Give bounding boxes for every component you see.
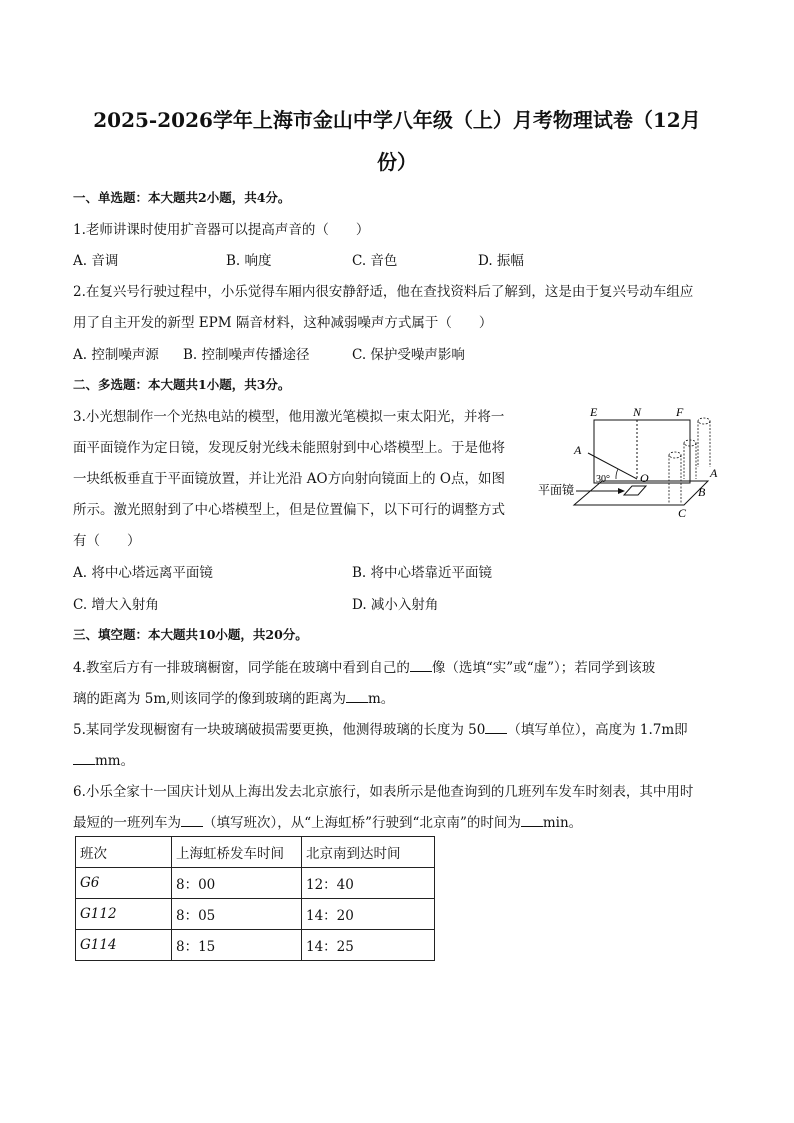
q4-text-1a: 4.教室后方有一排玻璃橱窗，同学能在玻璃中看到自己的 <box>73 660 410 676</box>
q4-text-2b: m。 <box>367 691 395 707</box>
table-cell: 8：00 <box>172 868 302 899</box>
q4-text-1b: 像（选填“实”或“虚”）；若同学到该玻 <box>431 660 656 676</box>
q4-blank-2[interactable] <box>346 690 368 703</box>
page-title-continued: 份） <box>377 150 417 174</box>
table-row <box>76 899 435 930</box>
figure-label-o: O <box>640 471 649 485</box>
table-header-cell: 上海虹桥发车时间 <box>172 837 302 868</box>
table-cell: 14：25 <box>302 930 435 961</box>
q2-option-c: C. 保护受噪声影响 <box>352 347 465 363</box>
question-3-line-4: 所示。激光照射到了中心塔模型上，但是位置偏下，以下可行的调整方式 <box>73 502 505 518</box>
table-cell: 8：15 <box>172 930 302 961</box>
figure-label-plane-mirror: 平面镜 <box>538 483 575 497</box>
q5-text-2b: mm。 <box>95 753 135 769</box>
q3-option-d: D. 减小入射角 <box>352 597 439 613</box>
q2-option-b: B. 控制噪声传播途径 <box>183 347 310 363</box>
figure-label-a: A <box>574 443 582 457</box>
question-6-line-1: 6.小乐全家十一国庆计划从上海出发去北京旅行，如表所示是他查询到的几班列车发车时刻表，其中用时 <box>73 784 694 800</box>
figure-label-a-tower: A <box>710 466 718 480</box>
laser-arrowhead <box>618 488 625 494</box>
figure-label-e: E <box>590 405 598 419</box>
figure-label-n: N <box>633 405 642 419</box>
q6-blank-2[interactable] <box>521 814 543 827</box>
angle-arc <box>616 469 618 479</box>
table-cell: 14：20 <box>302 899 435 930</box>
q4-blank-1[interactable] <box>410 659 432 672</box>
q1-option-b: B. 响度 <box>226 253 272 269</box>
mirror-tower-figure <box>536 403 736 521</box>
table-row <box>76 930 435 961</box>
q3-option-b: B. 将中心塔靠近平面镜 <box>352 565 493 581</box>
table-cell: G114 <box>76 930 172 961</box>
q5-blank-2[interactable] <box>73 752 95 765</box>
question-3-line-3: 一块纸板垂直于平面镜放置，并让光沿 AO方向射向镜面上的 O点，如图 <box>73 471 505 487</box>
table-header-cell: 班次 <box>76 837 172 868</box>
table-cell: G6 <box>76 868 172 899</box>
question-3-line-2: 面平面镜作为定日镜，发现反射光线未能照射到中心塔模型上。于是他将 <box>73 440 505 456</box>
q6-blank-1[interactable] <box>181 814 203 827</box>
q5-text-1a: 5.某同学发现橱窗有一块玻璃破损需要更换，他测得玻璃的长度为 50 <box>73 722 486 738</box>
q1-option-d: D. 振幅 <box>478 253 524 269</box>
q4-text-2a: 璃的距离为 5m,则该同学的像到玻璃的距离为 <box>73 691 346 707</box>
q3-option-c: C. 增大入射角 <box>73 597 159 613</box>
q5-blank-1[interactable] <box>485 721 507 734</box>
question-1-stem: 1.老师讲课时使用扩音器可以提高声音的（ ） <box>73 222 370 238</box>
question-6-line-2 <box>73 811 582 831</box>
question-2-line-2: 用了自主开发的新型 EPM 隔音材料，这种减弱噪声方式属于（ ） <box>73 315 493 331</box>
q6-text-2a: 最短的一班列车为 <box>73 815 181 831</box>
page-title: 2025-2026学年上海市金山中学八年级（上）月考物理试卷（12月 <box>93 108 701 132</box>
question-4-line-1 <box>73 656 655 676</box>
question-5-line-1 <box>73 718 688 738</box>
question-5-line-2 <box>73 749 134 769</box>
question-3-line-5: 有（ ） <box>73 533 141 549</box>
q1-option-c: C. 音色 <box>352 253 398 269</box>
figure-label-b: B <box>698 485 706 499</box>
small-mirror <box>624 486 646 495</box>
section-heading-fill-blank: 三、填空题：本大题共10小题，共20分。 <box>73 627 308 642</box>
q6-text-2c: min。 <box>542 815 583 831</box>
section-heading-multiple-choice: 二、多选题：本大题共1小题，共3分。 <box>73 377 291 392</box>
figure-label-c: C <box>678 506 687 520</box>
question-2-line-1: 2.在复兴号行驶过程中，小乐觉得车厢内很安静舒适，他在查找资料后了解到，这是由于复兴号动车组应 <box>73 284 694 300</box>
question-4-line-2 <box>73 687 394 707</box>
q3-option-a: A. 将中心塔远离平面镜 <box>73 565 213 581</box>
train-schedule-table <box>75 836 435 961</box>
q1-option-a: A. 音调 <box>73 253 119 269</box>
table-cell: 12：40 <box>302 868 435 899</box>
section-heading-single-choice: 一、单选题：本大题共2小题，共4分。 <box>73 190 291 205</box>
figure-angle-label: 30° <box>596 474 610 485</box>
table-cell: 8：05 <box>172 899 302 930</box>
figure-label-f: F <box>676 405 684 419</box>
table-row <box>76 868 435 899</box>
q2-option-a: A. 控制噪声源 <box>73 347 159 363</box>
table-header-cell: 北京南到达时间 <box>302 837 435 868</box>
q6-text-2b: （填写班次），从“上海虹桥”行驶到“北京南”的时间为 <box>203 815 521 831</box>
table-header-row <box>76 837 435 868</box>
q5-text-1b: （填写单位），高度为 1.7m即 <box>507 722 688 738</box>
table-cell: G112 <box>76 899 172 930</box>
question-3-line-1: 3.小光想制作一个光热电站的模型，他用激光笔模拟一束太阳光，并将一 <box>73 409 505 425</box>
